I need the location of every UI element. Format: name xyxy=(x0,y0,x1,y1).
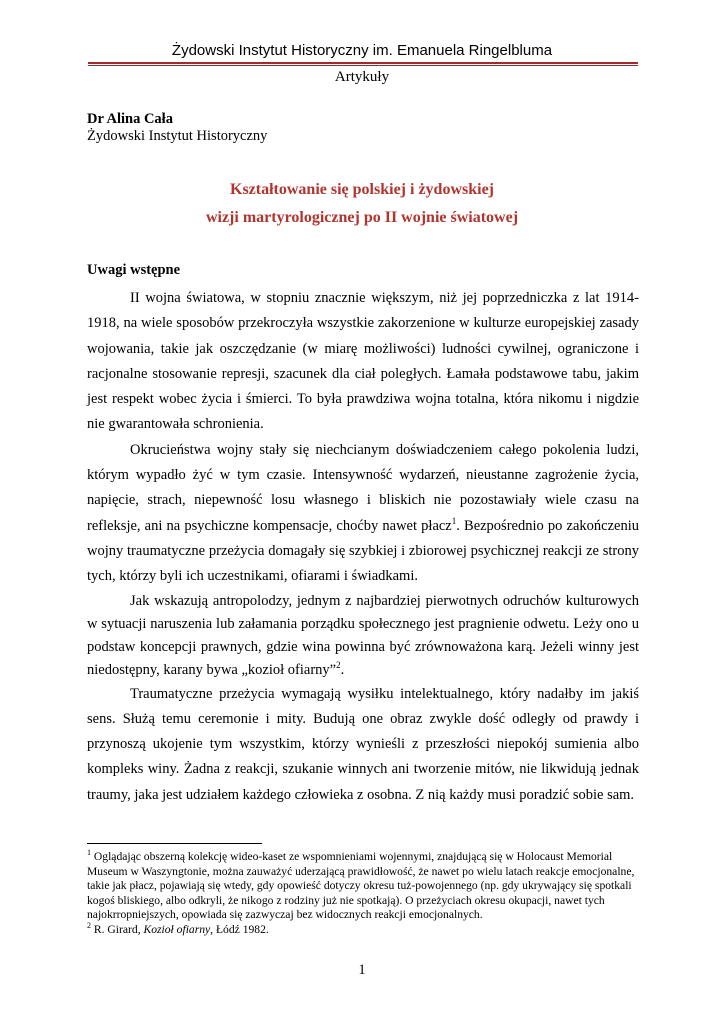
author-affiliation: Żydowski Instytut Historyczny xyxy=(87,128,268,144)
paragraph-text: Traumatyczne przeżycia wymagają wysiłku intelektualnego, który nadałby im jakiś sens. Służą temu ceremonie i mity. Budują one obraz zwykle dość odległy od prawdy i przynoszą ukojenie tym wszystkim, którzy wynieśli z przeszłości niepokój sumienia albo kompleks winy. Żadna z reakcji, szukanie winnych ani tworzenie mitów, nie likwidują jednak traumy, jaka jest udziałem każdego człowieka z osobna. Z nią każdy musi poradzić sobie sam. xyxy=(87,685,639,803)
footnote-2 xyxy=(87,920,643,938)
paragraph-text: II wojna światowa, w stopniu znacznie większym, niż jej poprzedniczka z lat 1914-1918, na wiele sposobów przekroczyła wszystkie zakorzenione w kulturze europejskiej zasady wojowania, takie jak oszczędzanie (w miarę możliwości) ludności cywilnej, ograniczone i racjonalne stosowanie represji, szacunek dla ciał poległych. Łamała podstawowe tabu, jakim jest respekt wobec życia i śmierci. To była prawdziwa wojna totalna, która nikomu i nigdzie nie gwarantowała schronienia. xyxy=(87,290,639,433)
footnote-text: , Łódź 1982. xyxy=(210,922,269,936)
paragraph-3 xyxy=(87,590,639,682)
paragraph-2 xyxy=(87,438,639,590)
body-text xyxy=(87,286,639,808)
title-line-2: wizji martyrologicznej po II wojnie światowej xyxy=(205,209,519,226)
paragraph-1 xyxy=(87,286,639,438)
paragraph-4 xyxy=(87,682,639,808)
paragraph-text: Jak wskazują antropolodzy, jednym z najbardziej pierwotnych odruchów kulturowych w sytuacji naruszenia lub załamania porządku społecznego jest pragnienie odwetu. Leży ono u podstaw koncepcji prawnych, gdzie wina powinna być zrównoważona karą. Jeżeli winny jest niedostępny, karany bywa „kozioł ofiarny” xyxy=(87,592,639,678)
footnote-book-title: Kozioł ofiarny xyxy=(143,922,211,936)
footnote-number: 2 xyxy=(87,920,91,930)
paragraph-text: . Bezpośrednio po zakończeniu wojny traumatyczne przeżycia domagały się szybkiej i zbiorowej psychicznej reakcji ze strony tych, którzy byli ich uczestnikami, ofiarami i świadkami. xyxy=(87,517,639,585)
header-rule-thin xyxy=(88,65,638,66)
footnote-number: 1 xyxy=(87,848,91,858)
footnote-ref: 2 xyxy=(336,659,341,670)
page-number: 1 xyxy=(358,962,366,978)
paragraph-text: Okrucieństwa wojny stały się niechcianym doświadczeniem całego pokolenia ludzi, którym wypadło żyć w tym czasie. Intensywność wydarzeń, nieustanne zagrożenie życia, napięcie, strach, niepewność losu własnego i bliskich nie pozostawiały wiele czasu na refleksje, ani na psychiczne kompensacje, choćby nawet płacz xyxy=(87,441,639,534)
author-block xyxy=(87,111,267,145)
header-rule-thick xyxy=(88,62,638,64)
header-institution: Żydowski Instytut Historyczny im. Emanuela Ringelbluma xyxy=(171,42,553,59)
footnotes xyxy=(87,850,643,937)
footnote-1 xyxy=(87,850,643,923)
header-section: Artykuły xyxy=(334,69,390,85)
article-title xyxy=(0,176,724,232)
title-line-1: Kształtowanie się polskiej i żydowskiej xyxy=(230,181,494,198)
subheading: Uwagi wstępne xyxy=(87,262,181,278)
author-name: Dr Alina Cała xyxy=(87,111,173,127)
footnote-text: R. Girard, xyxy=(93,922,144,936)
footnote-ref: 1 xyxy=(451,515,457,526)
footnote-text: Oglądając obszerną kolekcję wideo-kaset ze wspomnieniami wojennymi, znajdującą się w Holocaust Memorial Museum w Waszyngtonie, można zauważyć uderzającą prawidłowość, że nawet po wielu latach reakcje emocjonalne, takie jak płacz, pojawiają się wtedy, gdy opowieść dotyczy okresu tuż-powojennego (np. gdy ukrywający się spotkali kogoś bliskiego, albo odkryli, że nikogo z rodziny już nie spotkają). O przeżyciach okresu okupacji, nawet tych najokrropniejszych, opowiada się zazwyczaj bez widocznych reakcji emocjonalnych. xyxy=(87,850,635,921)
paragraph-text: . xyxy=(340,661,345,678)
footnote-separator xyxy=(87,843,262,844)
